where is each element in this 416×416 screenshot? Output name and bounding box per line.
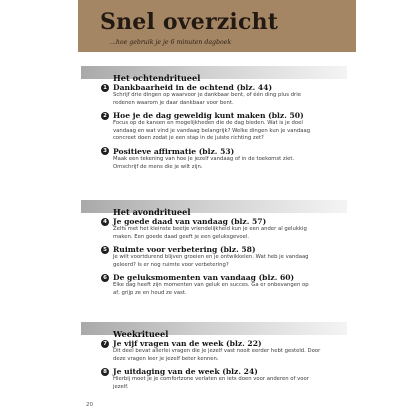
list-item — [101, 147, 347, 171]
item-text — [113, 156, 341, 171]
item-text — [113, 92, 341, 107]
item-text — [113, 254, 341, 269]
section-header — [81, 66, 347, 83]
section-title: Het ochtendritueel — [113, 73, 201, 83]
number-badge: 5 — [101, 246, 109, 254]
section-evening-ritual — [81, 200, 347, 302]
item-text-line: Elke dag heeft zijn momenten van geluk en succes. Ga er onbevangen op — [113, 282, 309, 289]
item-text — [113, 348, 341, 363]
item-title: Je vijf vragen van de week (blz. 22) — [113, 339, 262, 348]
section-morning-ritual — [81, 66, 347, 175]
item-text-line: vandaag en wat vind je vandaag belangrijk? Welke dingen kun je vandaag — [113, 127, 311, 134]
item-text-line: redenen waarom je daar dankbaar voor bent. — [113, 99, 234, 106]
item-text-line: Hierbij moet je je comfortzone verlaten en iets doen voor anderen of voor — [113, 376, 309, 383]
list-item — [101, 83, 347, 107]
item-title: Je goede daad van vandaag (blz. 57) — [113, 217, 267, 226]
item-text-line: geleerd? Is er nog ruimte voor verbetering? — [113, 261, 229, 268]
book-page — [78, 0, 356, 416]
item-title: Dankbaarheid in de ochtend (blz. 44) — [113, 83, 273, 92]
item-text — [113, 282, 341, 297]
item-title: Hoe je de dag geweldig kunt maken (blz. 50) — [113, 111, 304, 121]
header-banner — [78, 0, 356, 52]
number-badge: 8 — [101, 368, 109, 376]
item-title: Je uitdaging van de week (blz. 24) — [113, 367, 258, 377]
item-text-line: Maak een tekening van hoe je jezelf vandaag of in de toekomst ziet. — [113, 155, 295, 162]
section-header — [81, 322, 347, 339]
number-badge: 4 — [101, 218, 109, 226]
number-badge: 2 — [101, 112, 109, 120]
section-weekly-ritual — [81, 322, 347, 395]
list-item — [101, 367, 347, 391]
list-item — [101, 339, 347, 363]
list-item — [101, 273, 347, 297]
item-text-line: Schrijf drie dingen op waarvoor je dankbaar bent, of één ding plus drie — [113, 92, 301, 98]
page-subtitle: ...hoe gebruik je je 6 minuten dagboek — [110, 39, 232, 46]
item-title: Positieve affirmatie (blz. 53) — [113, 146, 235, 156]
item-title: De geluksmomenten van vandaag (blz. 60) — [113, 273, 295, 283]
item-title: Ruimte voor verbetering (blz. 58) — [113, 245, 256, 255]
item-text-line: maken. Een goede daad geeft je een geluksgevoel. — [113, 233, 250, 240]
item-text-line: Je wilt voortdurend blijven groeien en je ontwikkelen. Wat heb je vandaag — [113, 254, 309, 261]
section-title: Het avondritueel — [113, 207, 191, 217]
list-item — [101, 217, 347, 241]
item-text-line: Focus op de kansen en mogelijkheden die de dag bieden. Wat is je doel — [113, 120, 303, 127]
item-text — [113, 226, 341, 241]
item-text-line: concreet doen zodat je een stap in de juiste richting zet? — [113, 135, 264, 142]
number-badge: 6 — [101, 274, 109, 282]
item-text-line: af, grijp ze en houd ze vast. — [113, 289, 187, 296]
item-text-line: Dit deel bevat allerlei vragen die je jezelf vast nooit eerder hebt gesteld. Door — [113, 348, 321, 354]
item-text-line: deze vragen leer je jezelf beter kennen. — [113, 355, 219, 362]
page-number: 20 — [86, 402, 93, 408]
item-text — [113, 120, 341, 143]
item-text-line: jezelf. — [113, 383, 129, 390]
item-text-line: Zelfs met het kleinste beetje vriendelijkheid kun je een ander al gelukkig — [113, 226, 307, 232]
item-text-line: Omschrijf de mens die je wilt zijn. — [113, 163, 203, 170]
section-header — [81, 200, 347, 217]
list-item — [101, 111, 347, 143]
section-title: Weekritueel — [113, 329, 169, 339]
page-title: Snel overzicht — [100, 9, 279, 35]
number-badge: 7 — [101, 340, 109, 348]
number-badge: 3 — [101, 147, 109, 155]
list-item — [101, 245, 347, 269]
number-badge: 1 — [101, 84, 109, 92]
item-text — [113, 376, 341, 391]
